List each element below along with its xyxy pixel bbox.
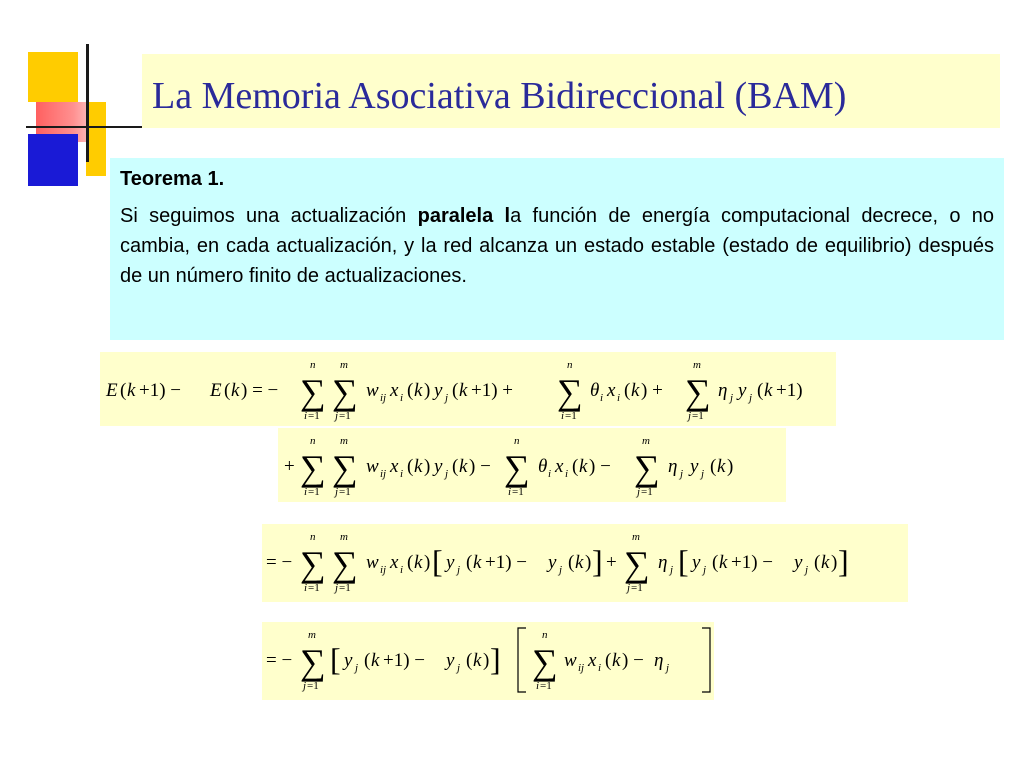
svg-text:(: (	[364, 650, 371, 671]
svg-text:(: (	[407, 552, 414, 573]
svg-text:m: m	[308, 629, 316, 641]
svg-text:E: E	[106, 380, 118, 401]
svg-text:=1: =1	[641, 486, 653, 498]
svg-text:n: n	[567, 359, 573, 371]
svg-text:(: (	[572, 456, 579, 477]
svg-text:i: i	[565, 468, 569, 480]
svg-text:=1: =1	[540, 680, 552, 692]
svg-text:x: x	[390, 456, 399, 477]
svg-text:(: (	[407, 380, 414, 401]
svg-text:(: (	[466, 650, 473, 671]
svg-text:=1: =1	[308, 486, 320, 498]
svg-text:j: j	[457, 662, 461, 674]
svg-text:) = −: ) = −	[241, 380, 279, 401]
svg-text:x: x	[588, 650, 597, 671]
svg-text:i: i	[304, 486, 308, 498]
svg-text:(: (	[624, 380, 631, 401]
svg-text:θ: θ	[538, 456, 548, 477]
svg-text:k: k	[764, 380, 773, 401]
svg-text:[: [	[678, 543, 689, 579]
svg-text:∑: ∑	[300, 448, 326, 488]
svg-text:ij: ij	[380, 468, 387, 480]
svg-text:+1) +: +1) +	[471, 380, 514, 401]
svg-text:]: ]	[490, 641, 501, 677]
svg-text:+: +	[606, 552, 617, 573]
logo-blue-square	[28, 134, 78, 186]
equation-2-formula	[278, 428, 786, 502]
svg-text:j: j	[637, 486, 641, 498]
svg-text:=1: =1	[631, 582, 643, 594]
svg-text:y: y	[548, 552, 557, 573]
svg-text:i: i	[304, 582, 308, 594]
svg-text:k: k	[579, 456, 588, 477]
svg-text:j: j	[749, 392, 753, 404]
svg-text:i: i	[536, 680, 540, 692]
svg-text:k: k	[473, 552, 482, 573]
svg-text:=1: =1	[339, 486, 351, 498]
svg-text:=1: =1	[512, 486, 524, 498]
svg-text:i: i	[617, 392, 621, 404]
svg-text:∑: ∑	[504, 448, 530, 488]
svg-text:η: η	[668, 456, 678, 477]
svg-text:j: j	[730, 392, 734, 404]
svg-text:k: k	[612, 650, 621, 671]
svg-text:j: j	[445, 468, 449, 480]
svg-text:=1: =1	[692, 410, 704, 422]
svg-text:y: y	[690, 456, 699, 477]
svg-text:j: j	[457, 564, 461, 576]
svg-text:n: n	[310, 435, 316, 447]
svg-text:j: j	[703, 564, 707, 576]
svg-text:+1) −: +1) −	[139, 380, 182, 401]
svg-text:n: n	[310, 359, 316, 371]
svg-text:j: j	[303, 680, 307, 692]
equation-2	[278, 428, 786, 502]
svg-text:n: n	[514, 435, 520, 447]
svg-text:=1: =1	[308, 410, 320, 422]
equation-4-formula	[262, 622, 714, 700]
svg-text:x: x	[555, 456, 564, 477]
svg-text:w: w	[564, 650, 577, 671]
svg-text:=1: =1	[308, 582, 320, 594]
svg-text:m: m	[340, 359, 348, 371]
svg-text:k: k	[414, 456, 423, 477]
svg-text:k: k	[459, 380, 468, 401]
svg-text:w: w	[366, 552, 379, 573]
svg-text:η: η	[654, 650, 664, 671]
svg-text:) −: ) −	[589, 456, 611, 477]
svg-text:∑: ∑	[300, 642, 326, 682]
svg-text:[: [	[330, 641, 341, 677]
logo-vertical-line	[86, 44, 89, 162]
theorem-text-start: Si seguimos una actualización	[120, 205, 418, 227]
svg-text:+1) −: +1) −	[731, 552, 774, 573]
svg-text:j: j	[701, 468, 705, 480]
svg-text:∑: ∑	[685, 372, 711, 412]
svg-text:j: j	[445, 392, 449, 404]
svg-text:]: ]	[838, 543, 849, 579]
svg-text:i: i	[508, 486, 512, 498]
svg-text:j: j	[355, 662, 359, 674]
svg-text:=1: =1	[307, 680, 319, 692]
svg-text:i: i	[400, 392, 404, 404]
svg-text:k: k	[473, 650, 482, 671]
svg-text:y: y	[434, 380, 443, 401]
svg-text:(: (	[224, 380, 231, 401]
svg-text:j: j	[335, 582, 339, 594]
svg-text:y: y	[794, 552, 803, 573]
svg-text:= −: = −	[266, 552, 293, 573]
logo-yellow-bar	[86, 102, 106, 176]
theorem-text-bold: paralela l	[417, 205, 511, 227]
svg-text:=1: =1	[565, 410, 577, 422]
svg-text:η: η	[658, 552, 668, 573]
svg-text:j: j	[627, 582, 631, 594]
svg-text:) −: ) −	[469, 456, 491, 477]
logo-yellow-square	[28, 52, 78, 102]
svg-text:): )	[831, 552, 838, 573]
svg-text:j: j	[688, 410, 692, 422]
logo-horizontal-line	[26, 126, 144, 128]
svg-text:k: k	[631, 380, 640, 401]
svg-text:(: (	[452, 456, 459, 477]
svg-text:m: m	[642, 435, 650, 447]
equation-1-formula	[100, 352, 836, 426]
svg-text:x: x	[390, 552, 399, 573]
svg-text:(: (	[452, 380, 459, 401]
svg-text:=1: =1	[339, 410, 351, 422]
svg-text:k: k	[127, 380, 136, 401]
svg-text:η: η	[718, 380, 728, 401]
svg-text:(: (	[568, 552, 575, 573]
svg-text:∑: ∑	[634, 448, 660, 488]
svg-text:k: k	[821, 552, 830, 573]
svg-text:∑: ∑	[300, 544, 326, 584]
slide-title: La Memoria Asociativa Bidireccional (BAM)	[152, 75, 847, 117]
theorem-text	[120, 201, 994, 291]
svg-text:m: m	[340, 531, 348, 543]
svg-text:∑: ∑	[332, 448, 358, 488]
svg-text:i: i	[548, 468, 552, 480]
svg-text:ij: ij	[578, 662, 585, 674]
svg-text:(: (	[814, 552, 821, 573]
svg-text:x: x	[390, 380, 399, 401]
svg-text:i: i	[598, 662, 602, 674]
svg-text:n: n	[310, 531, 316, 543]
svg-text:): )	[424, 380, 431, 401]
svg-text:+: +	[284, 456, 295, 477]
svg-text:k: k	[414, 552, 423, 573]
svg-text:∑: ∑	[300, 372, 326, 412]
svg-text:) +: ) +	[641, 380, 663, 401]
svg-text:x: x	[607, 380, 616, 401]
svg-text:): )	[424, 552, 431, 573]
svg-text:i: i	[561, 410, 565, 422]
svg-text:+1): +1)	[776, 380, 803, 401]
svg-text:i: i	[400, 468, 404, 480]
svg-text:k: k	[371, 650, 380, 671]
equation-1	[100, 352, 836, 426]
svg-text:w: w	[366, 380, 379, 401]
svg-text:i: i	[304, 410, 308, 422]
svg-text:E: E	[210, 380, 222, 401]
svg-text:y: y	[446, 552, 455, 573]
svg-text:n: n	[542, 629, 548, 641]
svg-text:i: i	[600, 392, 604, 404]
svg-text:(: (	[605, 650, 612, 671]
svg-text:ij: ij	[380, 392, 387, 404]
svg-text:m: m	[693, 359, 701, 371]
svg-text:j: j	[335, 486, 339, 498]
svg-text:) −: ) −	[622, 650, 644, 671]
svg-text:∑: ∑	[532, 642, 558, 682]
svg-text:m: m	[632, 531, 640, 543]
theorem-text-end: a función de energía computacional decrece, o no cambia, en cada actualización, y la red alcanza un estado estable (estado de equilibrio) después de un número finito de actualizaciones.	[120, 205, 995, 287]
svg-text:k: k	[414, 380, 423, 401]
svg-text:): )	[424, 456, 431, 477]
svg-text:y: y	[738, 380, 747, 401]
svg-text:j: j	[335, 410, 339, 422]
svg-text:): )	[727, 456, 734, 477]
svg-text:ij: ij	[380, 564, 387, 576]
svg-text:k: k	[717, 456, 726, 477]
svg-text:(: (	[407, 456, 414, 477]
svg-text:j: j	[670, 564, 674, 576]
svg-text:(: (	[710, 456, 717, 477]
svg-text:[: [	[432, 543, 443, 579]
svg-text:= −: = −	[266, 650, 293, 671]
svg-text:∑: ∑	[557, 372, 583, 412]
svg-text:]: ]	[592, 543, 603, 579]
svg-text:k: k	[575, 552, 584, 573]
theorem-heading: Teorema 1.	[120, 168, 225, 190]
svg-text:y: y	[344, 650, 353, 671]
svg-text:i: i	[400, 564, 404, 576]
svg-text:j: j	[680, 468, 684, 480]
svg-text:k: k	[231, 380, 240, 401]
svg-text:k: k	[459, 456, 468, 477]
equation-3	[262, 524, 908, 602]
svg-text:j: j	[559, 564, 563, 576]
svg-text:∑: ∑	[332, 372, 358, 412]
svg-text:(: (	[120, 380, 127, 401]
equation-3-formula	[262, 524, 908, 602]
svg-text:∑: ∑	[624, 544, 650, 584]
svg-text:w: w	[366, 456, 379, 477]
svg-text:): )	[483, 650, 490, 671]
equation-4	[262, 622, 714, 700]
svg-text:m: m	[340, 435, 348, 447]
svg-text:=1: =1	[339, 582, 351, 594]
svg-text:∑: ∑	[332, 544, 358, 584]
svg-text:): )	[585, 552, 592, 573]
svg-text:(: (	[466, 552, 473, 573]
svg-text:y: y	[434, 456, 443, 477]
svg-text:y: y	[446, 650, 455, 671]
svg-text:j: j	[805, 564, 809, 576]
theorem-box	[110, 158, 1004, 340]
svg-text:k: k	[719, 552, 728, 573]
svg-text:j: j	[666, 662, 670, 674]
svg-text:+1) −: +1) −	[383, 650, 426, 671]
svg-text:+1) −: +1) −	[485, 552, 528, 573]
svg-text:y: y	[692, 552, 701, 573]
svg-text:(: (	[712, 552, 719, 573]
svg-text:θ: θ	[590, 380, 600, 401]
svg-text:(: (	[757, 380, 764, 401]
